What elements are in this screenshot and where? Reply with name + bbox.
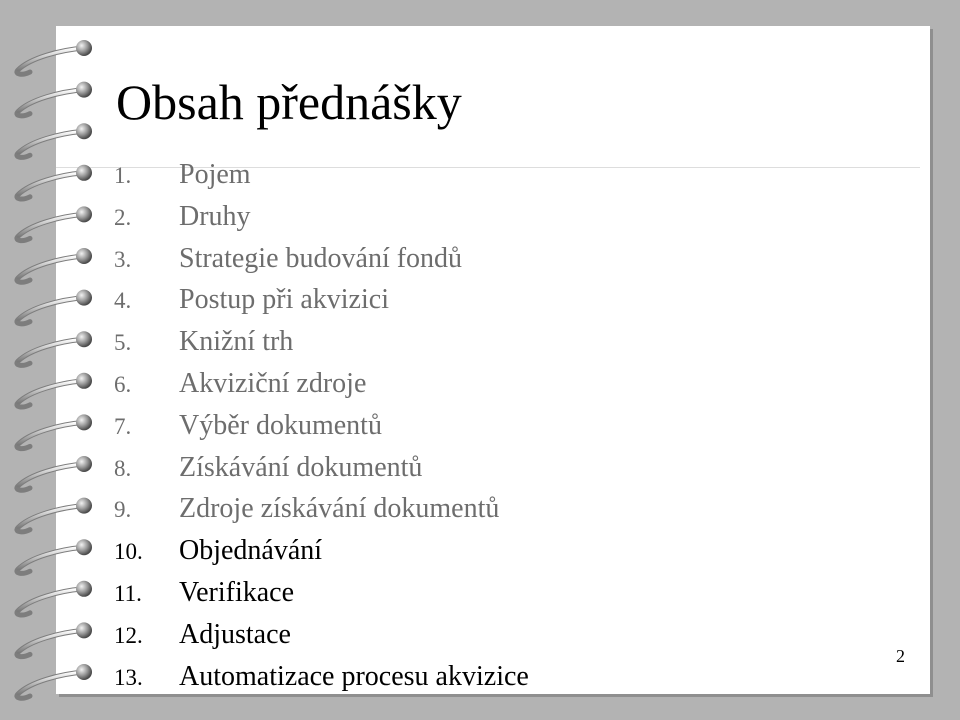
list-item xyxy=(114,572,529,614)
list-item-number: 8. xyxy=(114,455,132,481)
list-item-text: Získávání dokumentů xyxy=(179,451,423,483)
list-item-number: 1. xyxy=(114,163,132,188)
list-item-number: 13. xyxy=(114,664,143,690)
list-item-number: 12. xyxy=(114,622,143,648)
spiral-ring xyxy=(17,248,92,282)
list-item-text: Postup při akvizici xyxy=(179,284,389,316)
list-item xyxy=(114,363,529,405)
list-item-number: 4. xyxy=(114,288,132,314)
list-item-number: 11. xyxy=(114,580,142,606)
list-item xyxy=(114,279,529,321)
list-item xyxy=(114,656,529,698)
list-item-number: 9. xyxy=(114,497,132,523)
spiral-ring xyxy=(17,40,92,74)
spiral-ring xyxy=(17,82,92,116)
list-item-text: Akviziční zdroje xyxy=(179,367,367,399)
list-item-text: Strategie budování fondů xyxy=(179,242,463,274)
list-item xyxy=(114,447,529,489)
spiral-binding-icon xyxy=(0,0,110,720)
list-item-text: Verifikace xyxy=(179,576,295,608)
spiral-ring xyxy=(17,581,92,615)
spiral-ring xyxy=(17,331,92,365)
list-item xyxy=(114,530,529,572)
list-item-text: Výběr dokumentů xyxy=(179,409,382,441)
list-item-number: 5. xyxy=(114,330,132,356)
list-item-number: 10. xyxy=(114,539,143,565)
list-item xyxy=(114,405,529,447)
list-item xyxy=(114,614,529,656)
spiral-ring xyxy=(17,206,92,240)
list-item-text: Automatizace procesu akvizice xyxy=(179,660,529,692)
list-item-text: Zdroje získávání dokumentů xyxy=(179,493,500,525)
list-item xyxy=(114,321,529,363)
spiral-ring xyxy=(17,290,92,324)
spiral-ring xyxy=(17,498,92,532)
list-item-text: Knižní trh xyxy=(179,326,294,358)
spiral-ring xyxy=(17,123,92,157)
spiral-ring xyxy=(17,622,92,656)
list-item-text: Pojem xyxy=(179,159,251,190)
list-item-number: 3. xyxy=(114,246,132,272)
list-item-text: Adjustace xyxy=(179,618,291,650)
list-item-text: Objednávání xyxy=(179,535,323,567)
list-item xyxy=(114,238,529,280)
spiral-ring xyxy=(17,539,92,573)
page-number: 2 xyxy=(896,646,905,666)
list-item xyxy=(114,488,529,530)
list-item xyxy=(114,196,529,238)
agenda-list xyxy=(114,154,529,697)
list-item xyxy=(114,154,529,196)
slide-title: Obsah přednášky xyxy=(116,74,462,130)
spiral-ring xyxy=(17,456,92,490)
spiral-ring xyxy=(17,373,92,407)
spiral-ring xyxy=(17,414,92,448)
list-item-text: Druhy xyxy=(179,200,251,232)
list-item-number: 7. xyxy=(114,413,132,439)
spiral-ring xyxy=(17,165,92,199)
list-item-number: 2. xyxy=(114,204,132,230)
list-item-number: 6. xyxy=(114,371,132,397)
spiral-ring xyxy=(17,664,92,698)
